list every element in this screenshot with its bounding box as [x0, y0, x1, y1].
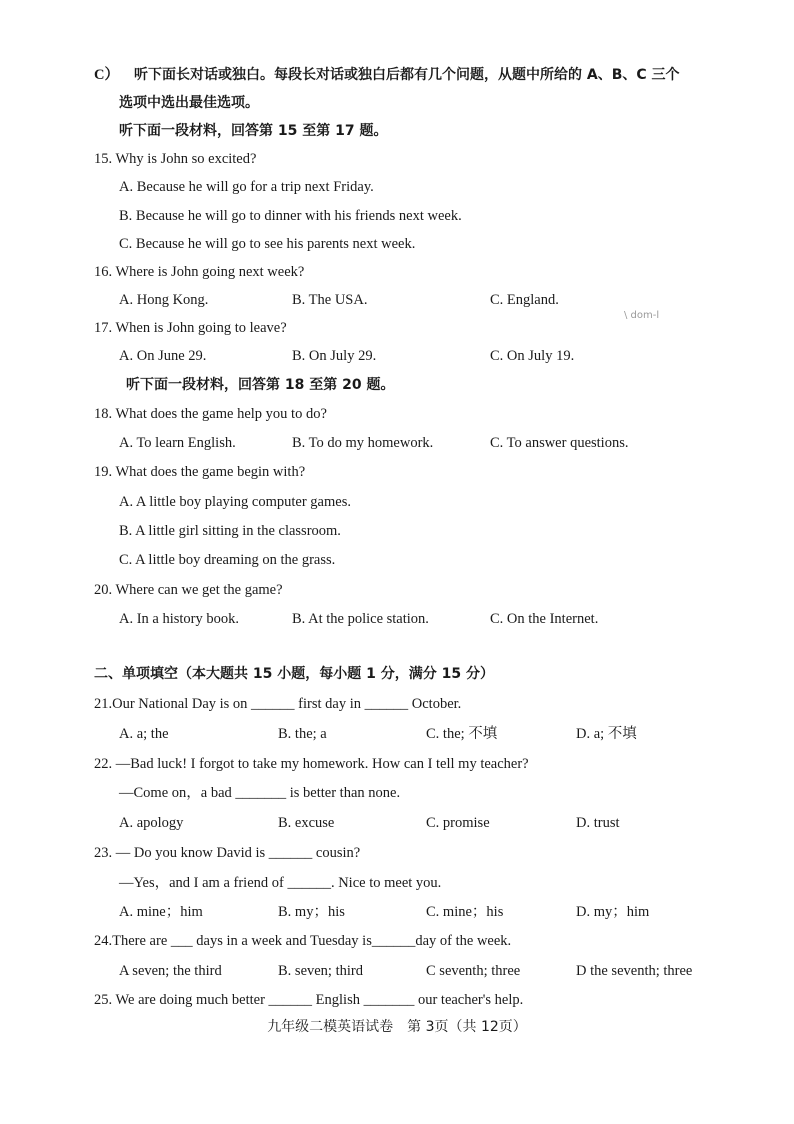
question-24-option-b: B. seven; third: [278, 963, 363, 979]
question-22-stem-2: —Come on，a bad _______ is better than none.: [119, 785, 401, 801]
question-22-stem: 22. —Bad luck! I forgot to take my homework. How can I tell my teacher?: [94, 756, 529, 772]
question-24-stem: 24.There are ___ days in a week and Tuesday is______day of the week.: [94, 933, 512, 949]
question-18-option-c: C. To answer questions.: [490, 435, 629, 451]
question-16-option-a: A. Hong Kong.: [119, 292, 209, 308]
page-footer: 九年级二模英语试卷 第 3页（共 12页）: [267, 1019, 527, 1035]
question-16-stem: 16. Where is John going next week?: [94, 264, 305, 280]
question-23-option-a: A. mine；him: [119, 904, 203, 920]
question-23-option-b: B. my；his: [278, 904, 345, 920]
question-24-option-a: A seven; the third: [119, 963, 222, 979]
question-22-option-c: C. promise: [426, 815, 490, 831]
question-24-option-d: D the seventh; three: [576, 963, 693, 979]
question-15-option-c: C. Because he will go to see his parents next week.: [119, 236, 416, 252]
question-15-option-a: A. Because he will go for a trip next Friday.: [119, 179, 374, 195]
question-19-option-c: C. A little boy dreaming on the grass.: [119, 552, 336, 568]
question-21-option-b: B. the; a: [278, 726, 327, 742]
section-c-subinstruction-1: 听下面一段材料，回答第 15 至第 17 题。: [119, 123, 388, 139]
question-19-option-b: B. A little girl sitting in the classroom.: [119, 523, 341, 539]
question-22-option-b: B. excuse: [278, 815, 335, 831]
question-19-stem: 19. What does the game begin with?: [94, 464, 306, 480]
question-16-option-c: C. England.: [490, 292, 559, 308]
question-23-option-c: C. mine；his: [426, 904, 504, 920]
section-c-label: C）: [94, 67, 119, 83]
question-23-stem-2: —Yes，and I am a friend of ______. Nice to meet you.: [119, 875, 442, 891]
question-16-option-b: B. The USA.: [292, 292, 368, 308]
question-18-option-b: B. To do my homework.: [292, 435, 434, 451]
question-18-option-a: A. To learn English.: [119, 435, 236, 451]
question-15-stem: 15. Why is John so excited?: [94, 151, 257, 167]
section-c-instruction-2: 选项中选出最佳选项。: [119, 95, 259, 111]
question-20-option-c: C. On the Internet.: [490, 611, 599, 627]
question-20-option-b: B. At the police station.: [292, 611, 429, 627]
question-23-stem: 23. — Do you know David is ______ cousin?: [94, 845, 361, 861]
question-22-option-d: D. trust: [576, 815, 620, 831]
question-18-stem: 18. What does the game help you to do?: [94, 406, 327, 422]
question-25-stem: 25. We are doing much better ______ English _______ our teacher's help.: [94, 992, 524, 1008]
question-17-option-c: C. On July 19.: [490, 348, 575, 364]
question-23-option-d: D. my；him: [576, 904, 650, 920]
stray-mark: \ dom-l: [624, 310, 660, 321]
section-c-subinstruction-2: 听下面一段材料，回答第 18 至第 20 题。: [126, 377, 395, 393]
question-17-option-b: B. On July 29.: [292, 348, 377, 364]
question-21-option-a: A. a; the: [119, 726, 169, 742]
question-15-option-b: B. Because he will go to dinner with his friends next week.: [119, 208, 462, 224]
question-20-stem: 20. Where can we get the game?: [94, 582, 283, 598]
section-c-instruction-1: 听下面长对话或独白。每段长对话或独白后都有几个问题，从题中所给的 A、B、C 三个: [134, 67, 680, 83]
section-2-title: 二、单项填空（本大题共 15 小题，每小题 1 分，满分 15 分）: [94, 666, 494, 682]
question-19-option-a: A. A little boy playing computer games.: [119, 494, 351, 510]
question-21-option-d: D. a; 不填: [576, 726, 637, 742]
question-21-stem: 21.Our National Day is on ______ first day in ______ October.: [94, 696, 462, 712]
question-22-option-a: A. apology: [119, 815, 184, 831]
question-20-option-a: A. In a history book.: [119, 611, 240, 627]
question-24-option-c: C seventh; three: [426, 963, 521, 979]
question-17-stem: 17. When is John going to leave?: [94, 320, 287, 336]
question-21-option-c: C. the; 不填: [426, 726, 498, 742]
question-17-option-a: A. On June 29.: [119, 348, 207, 364]
